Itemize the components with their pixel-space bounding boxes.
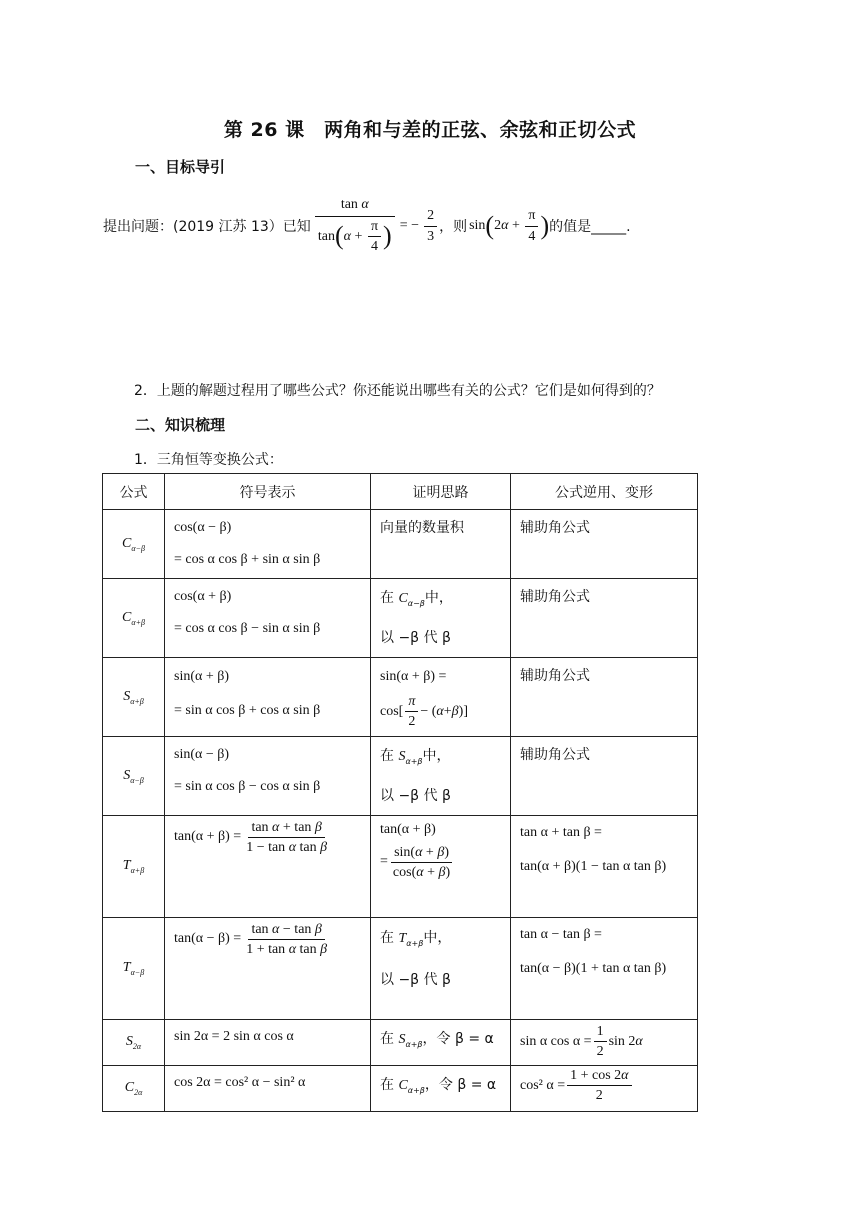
formula-line-1: sin(α + β) (174, 669, 230, 684)
tan-diff-fraction: $\frac{\text{tan α − tan β}}{\text{1 + tan α tan β}}$ (246, 922, 328, 958)
given-fraction: tan α tan ( α + $\frac{\pi}{4}$ ) (315, 197, 395, 254)
formula-name: $C_{2\alpha}$ (103, 1066, 165, 1112)
value-fraction: $\frac{2}{3}$ (424, 208, 437, 244)
variant-line-2: tan(α + β)(1 − tan α tan β) (520, 859, 667, 874)
tan-sum-fraction: $\frac{\text{tan α + tan β}}{\text{1 − tan α tan β}}$ (246, 820, 328, 856)
table-intro: 1．三角恒等变换公式： (134, 452, 283, 468)
header-formula: 公式 (103, 474, 165, 510)
formula-line-1: tan(α − β) = (174, 931, 242, 947)
proof-line-2: 以 −β 代 β (380, 788, 451, 804)
question-prefix: 提出问题：(2019 江苏 13）已知 (103, 219, 311, 235)
formula-name: $S_{\alpha+\beta}$ (103, 658, 165, 737)
proof-line-2: cos[ $\frac{\pi}{2}$ − ( α + β )] (380, 694, 468, 730)
formula-table (102, 473, 698, 1112)
formula-line-2: = sin α cos β + cos α sin β (174, 703, 321, 718)
formula-line-1: cos 2α = cos² α − sin² α (174, 1075, 306, 1090)
formula-line-1: cos(α − β) (174, 520, 232, 535)
proof-line-2: 以 −β 代 β (380, 630, 451, 646)
table-row (103, 816, 698, 918)
proof-line-1: sin(α + β) = (380, 669, 447, 684)
variant-text: 辅助角公式 (520, 589, 590, 605)
formula-name: $T_{\alpha-\beta}$ (103, 918, 165, 1020)
variant-text: 辅助角公式 (520, 747, 590, 763)
formula-name: $T_{\alpha+\beta}$ (103, 816, 165, 918)
question-2: 2．上题的解题过程用了哪些公式？你还能说出哪些有关的公式？它们是如何得到的？ (134, 383, 661, 399)
header-symbol: 符号表示 (165, 474, 371, 510)
formula-name: $S_{\alpha-\beta}$ (103, 737, 165, 816)
formula-name: $C_{\alpha-\beta}$ (103, 510, 165, 579)
table-header-row (103, 474, 698, 510)
proof-text: 向量的数量积 (380, 520, 464, 536)
proof-line-1: 在 $C_{\alpha-\beta}$中， (380, 590, 453, 608)
variant-line-1: tan α + tan β = (520, 825, 602, 840)
variant-line-1: sin α cos α = (520, 1034, 592, 1050)
table-row (103, 658, 698, 737)
formula-line-2: = sin α cos β − cos α sin β (174, 779, 321, 794)
header-variant: 公式逆用、变形 (511, 474, 698, 510)
formula-line-1: sin 2α = 2 sin α cos α (174, 1029, 294, 1044)
proof-line-1: tan(α + β) (380, 822, 436, 837)
table-row: $S_{2\alpha}$ sin 2α = 2 sin α cos α 在 $S_{\alpha+\beta}$，令 β = α sin α cos α = $\frac{1}{2}$ sin 2α (103, 1020, 698, 1066)
proof-line-1: 在 $T_{\alpha+\beta}$中， (380, 930, 452, 948)
question-suffix: 的值是_____. (549, 219, 631, 235)
question-1: 提出问题：(2019 江苏 13）已知 tan α tan ( α + $\frac{\pi}{4}$ ) = − $\frac{2}{3}$ ，则 sin ( 2 α + $\frac{\pi}{4}$ ) 的值是_____. (103, 197, 631, 255)
page-title: 第 26 课 两角和与差的正弦、余弦和正切公式 (223, 119, 637, 141)
section-heading-goals: 一、目标导引 (135, 158, 226, 176)
table-row (103, 579, 698, 658)
section-heading-review: 二、知识梳理 (135, 416, 226, 434)
question-then: ，则 (439, 219, 468, 235)
variant-line-1: tan α − tan β = (520, 927, 602, 942)
variant-line-1: cos² α = (520, 1078, 566, 1094)
formula-line-2: = cos α cos β − sin α sin β (174, 621, 321, 636)
table-row (103, 510, 698, 579)
table-row (103, 918, 698, 1020)
formula-name: $S_{2\alpha}$ (103, 1020, 165, 1066)
formula-line-1: tan(α + β) = (174, 829, 242, 845)
variant-text: 辅助角公式 (520, 668, 590, 684)
formula-line-2: = cos α cos β + sin α sin β (174, 552, 321, 567)
proof-line-2: = $\frac{\sin(\alpha + \beta)}{\cos(\alpha + \beta)}$ (380, 844, 451, 881)
formula-name: $C_{\alpha+\beta}$ (103, 579, 165, 658)
table-row: $C_{2\alpha}$ cos 2α = cos² α − sin² α 在 $C_{\alpha+\beta}$，令 β = α cos² α = $\frac{1 + \cos 2\alpha}{2}$ (103, 1066, 698, 1112)
header-proof: 证明思路 (371, 474, 511, 510)
formula-line-1: sin(α − β) (174, 747, 230, 762)
proof-line-2: 以 −β 代 β (380, 972, 451, 988)
variant-text: 辅助角公式 (520, 520, 590, 536)
proof-line-1: 在 $S_{\alpha+\beta}$，令 β = α (380, 1031, 494, 1049)
proof-line-1: 在 $C_{\alpha+\beta}$，令 β = α (380, 1077, 497, 1095)
table-row (103, 737, 698, 816)
target-expression: sin ( 2 α + $\frac{\pi}{4}$ ) (469, 208, 550, 244)
formula-line-1: cos(α + β) (174, 589, 232, 604)
variant-line-2: tan(α − β)(1 + tan α tan β) (520, 961, 667, 976)
proof-line-1: 在 $S_{\alpha+\beta}$中， (380, 748, 451, 766)
